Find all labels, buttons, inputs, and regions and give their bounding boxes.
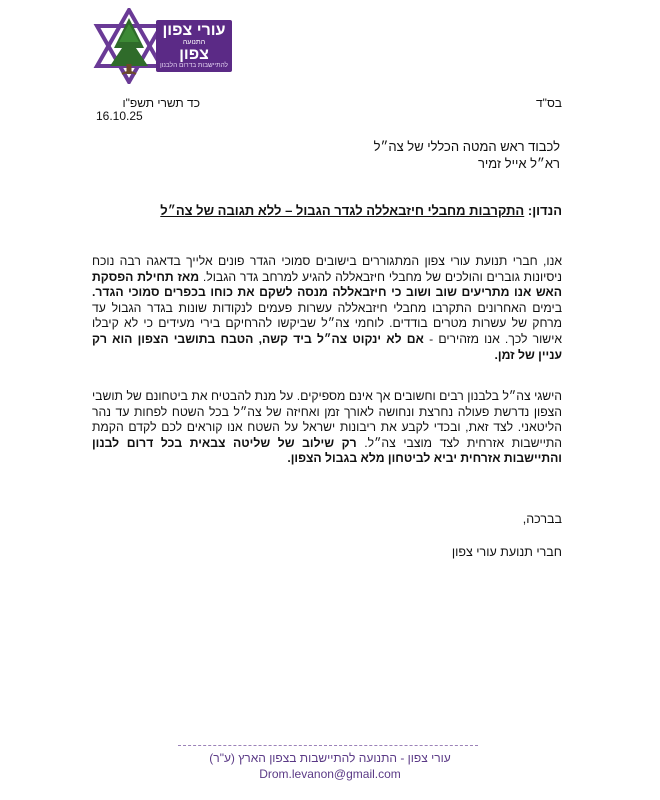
- p1-text-c: בימים האחרונים התקרבו מחבלי חיזבאללה עשרות פעמים לנקודות שונות בגדר הגבול עד מרחק של עשרות מטרים בודדים. לוחמי צה״ל שביקשו להרחיקם בירי מעידים כי לא קיבלו אישור לכך. אנו מזהירים -: [92, 300, 563, 346]
- star-tree-emblem-icon: [92, 8, 166, 84]
- logo-text-box: [156, 20, 232, 72]
- hebrew-date: כד תשרי תשפ"ו: [122, 96, 200, 110]
- p2-bold-b: רק שילוב של שליטה צבאית בכל דרום לבנון והתיישבות אזרחית יביא לביטחון מלא בגבול הצפון.: [92, 435, 562, 466]
- subject-label: הנדון:: [527, 203, 562, 218]
- footer-email-link[interactable]: Drom.levanon@gmail.com: [259, 767, 401, 781]
- logo-name: עורי צפון: [162, 22, 226, 39]
- p1-text-a: אנו, חברי תנועת עורי צפון המתגוררים בישובים סמוכי הגדר פונים אלייך בדאגה רבה נוכח ניסיונות גוברים והולכים של מחבלי חיזבאללה להגיע למרחב גדר הגבול.: [92, 254, 563, 284]
- addressee-line-2: רא״ל אייל זמיר: [477, 156, 560, 171]
- logo-name-line2: צפון: [179, 46, 209, 63]
- body-paragraph-2: [92, 389, 562, 467]
- closing-greeting: בברכה,: [522, 512, 562, 526]
- body-paragraph-1: [92, 254, 562, 363]
- footer-organization: עורי צפון - התנועה להתיישבות בצפון הארץ (ע"ר): [209, 751, 451, 765]
- p1-bold-b: מאז תחילת הפסקת האש אנו מתריעים שוב ושוב כי חיזבאללה מנסה לשקם את כוחו בכפרים סמוכי הגדר.: [92, 269, 562, 300]
- organization-logo: [92, 8, 242, 84]
- subject-text: התקרבות מחבלי חיזבאללה לגדר הגבול – ללא תגובה של צה״ל: [160, 203, 525, 218]
- p1-bold-d: אם לא ינקוט צה״ל ביד קשה, הטבח בתושבי הצפון הוא רק עניין של זמן.: [92, 331, 562, 362]
- bsd-mark: בס"ד: [536, 96, 562, 110]
- logo-tagline: התנועה: [182, 39, 206, 46]
- addressee-block: [160, 138, 560, 172]
- p2-text-a: הישגי צה״ל בלבנון רבים וחשובים אך אינם מספיקים. על מנת להבטיח את ביטחונם של תושבי הצפון נדרשת פעולה נחרצת ונחושה לאורך זמן ואחיזה של צה״ל בכל השטח לפחות עד נהר הליטאני. לצד זאת, ובכדי לקבע את ריבונות ישראל על השטח אנו קוראים לכם לקדם הקמת התיישבות אזרחית לצד מוצבי צה״ל.: [92, 389, 563, 450]
- footer-divider: [178, 745, 478, 746]
- logo-subtitle: להתיישבות בדרום הלבנון: [159, 62, 228, 69]
- closing-signature: חברי תנועת עורי צפון: [451, 545, 562, 559]
- gregorian-date: 16.10.25: [96, 109, 143, 123]
- addressee-line-1: לכבוד ראש המטה הכללי של צה״ל: [373, 139, 560, 154]
- subject-line: [92, 203, 562, 218]
